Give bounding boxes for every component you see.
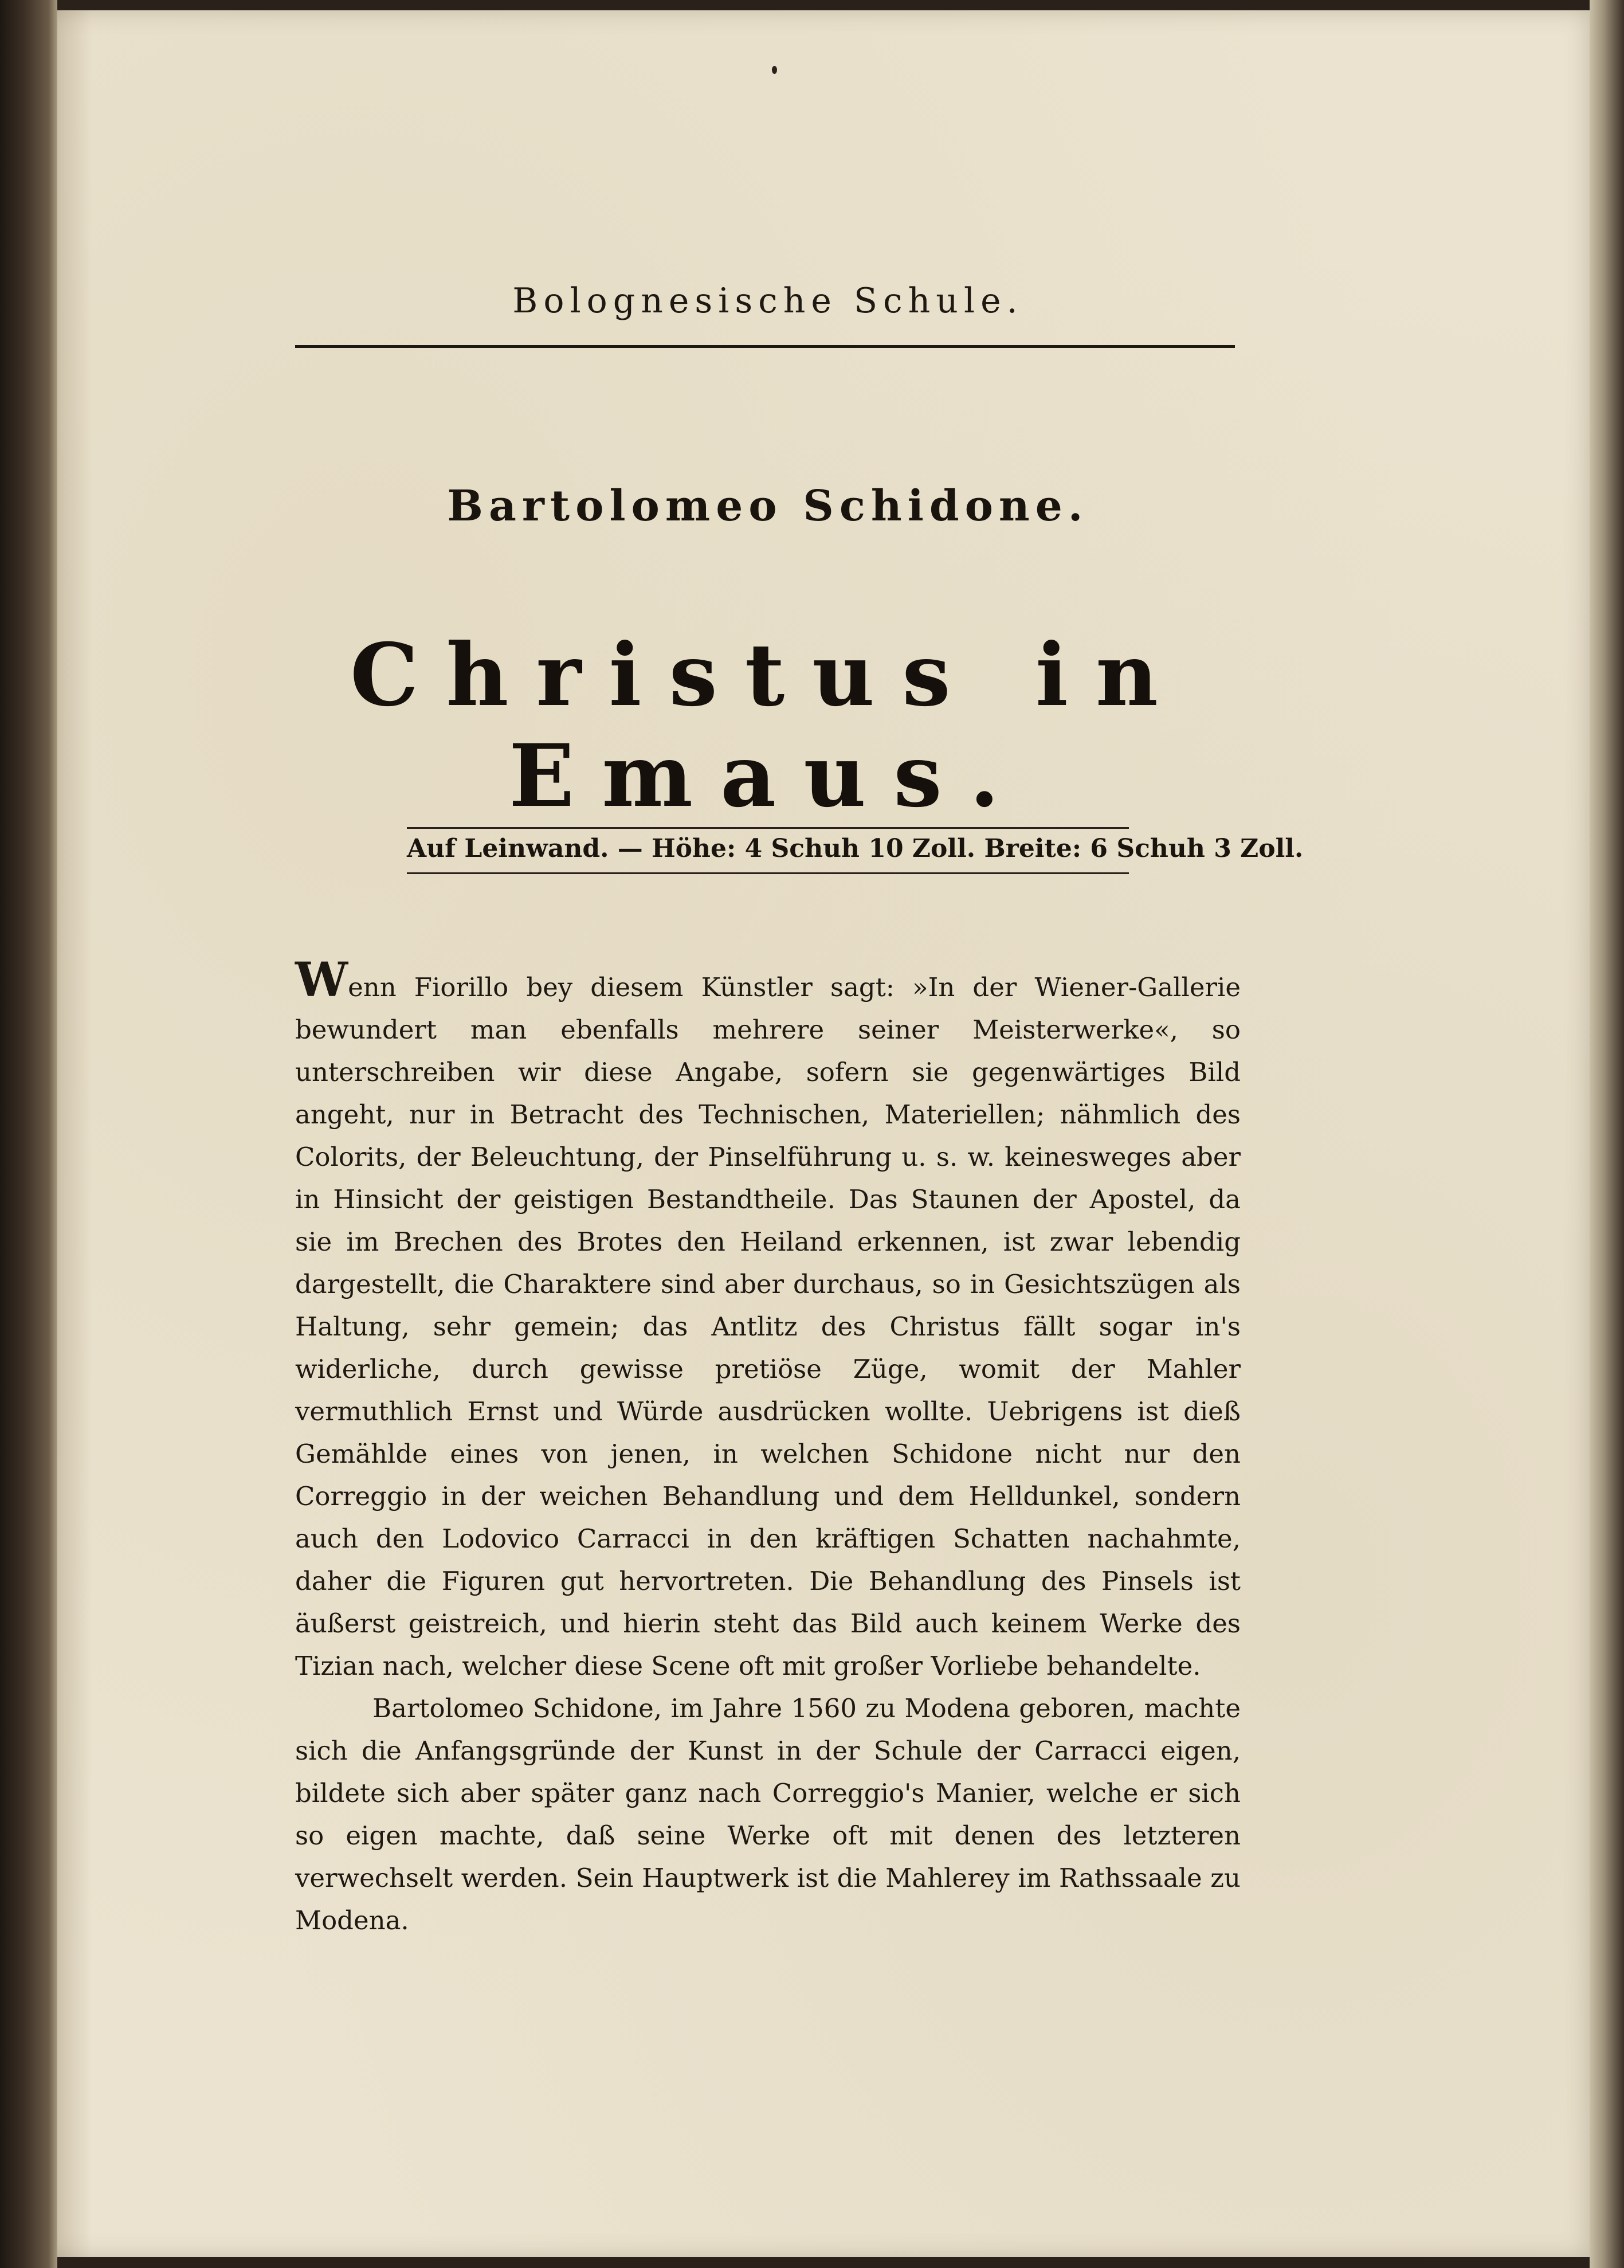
paragraph-1 <box>295 953 1241 1687</box>
artwork-title: Christus in Emaus. <box>350 625 1186 826</box>
body-text <box>295 953 1241 1942</box>
drop-cap: W <box>295 953 348 1008</box>
section-rule <box>295 345 1235 348</box>
artist-name: Bartolomeo Schidone. <box>447 481 1089 531</box>
section-heading: Bolognesische Schule. <box>512 281 1023 321</box>
paragraph-2: Bartolomeo Schidone, im Jahre 1560 zu Modena geboren, machte sich die Anfangsgründe der Kunst in der Schule der Carracci eigen, bildete sich aber später ganz nach Correggio's Manier, welche er sich so eigen machte, daß seine Werke oft mit denen des letzteren verwechselt werden. Sein Hauptwerk ist die Mahlerey im Rathssaale zu Modena. <box>295 1693 1241 1936</box>
artwork-dimensions: Auf Leinwand. — Höhe: 4 Schuh 10 Zoll. Breite: 6 Schuh 3 Zoll. <box>407 834 1304 863</box>
dimensions-rule-top <box>407 827 1129 829</box>
ink-mark <box>772 66 777 74</box>
paragraph-1-text: enn Fiorillo bey diesem Künstler sagt: »In der Wiener-Gallerie bewundert man ebenfalls mehrere seiner Meisterwerke«, so unterschreiben wir diese Angabe, sofern sie gegenwärtiges Bild angeht, nur in Betracht des Technischen, Materiellen; nähmlich des Colorits, der Beleuchtung, der Pinselführung u. s. w. keinesweges aber in Hinsicht der geistigen Bestandtheile. Das Staunen der Apostel, da sie im Brechen des Brotes den Heiland erkennen, ist zwar lebendig dargestellt, die Charaktere sind aber durchaus, so in Gesichtszügen als Haltung, sehr gemein; das Antlitz des Christus fällt sogar in's widerliche, durch gewisse pretiöse Züge, womit der Mahler vermuthlich Ernst und Würde ausdrücken wollte. Uebrigens ist dieß Gemählde eines von jenen, in welchen Schidone nicht nur den Correggio in der weichen Behandlung und dem Helldunkel, sondern auch den Lodovico Carracci in den kräftigen Schatten nachahmte, daher die Figuren gut hervortreten. Die Behandlung des Pinsels ist äußerst geistreich, und hierin steht das Bild auch keinem Werke des Tizian nach, welcher diese Scene oft mit großer Vorliebe behandelte. <box>295 972 1241 1681</box>
dimensions-rule-bottom <box>407 872 1129 874</box>
page-edge <box>1590 0 1624 2268</box>
book-spine <box>0 0 57 2268</box>
